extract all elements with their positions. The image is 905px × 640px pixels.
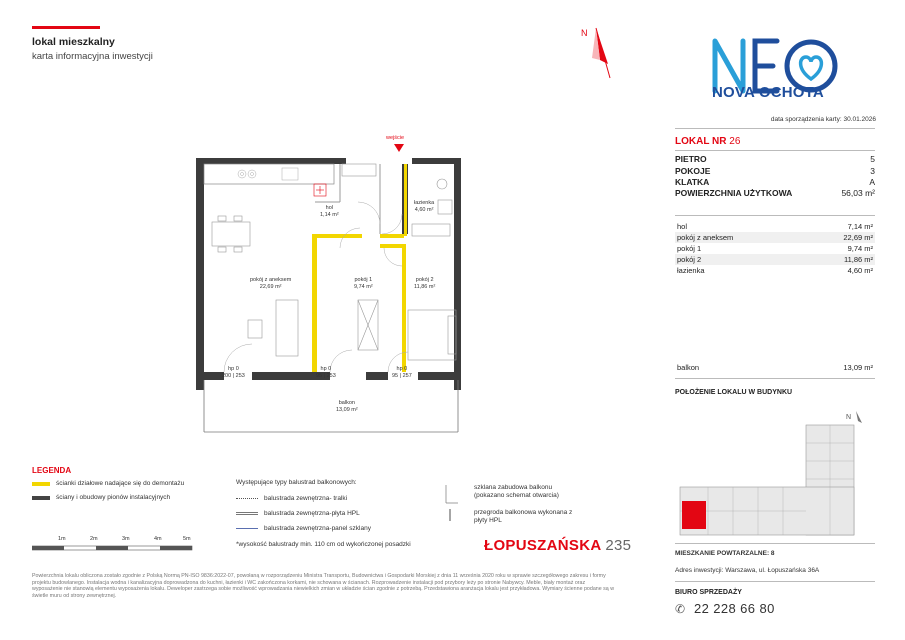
entry-label: wejście <box>386 135 405 141</box>
sales-office-title: BIURO SPRZEDAŻY <box>675 589 742 596</box>
window-height: 200 | 253 <box>222 373 245 379</box>
balustrada-label: balustrada zewnętrzna-panel szklany <box>264 525 371 532</box>
building-location-plan <box>678 405 878 540</box>
window-hp: hp 0 <box>396 366 408 372</box>
room-area: 22,69 m² <box>843 232 873 242</box>
brand-number: 235 <box>605 537 632 554</box>
spec-row <box>675 188 875 198</box>
doc-title: lokal mieszkalny <box>32 36 115 48</box>
window-mark <box>316 366 336 380</box>
room-name: łazienka <box>677 265 705 275</box>
window-mark <box>392 366 412 380</box>
brand-logo <box>484 537 631 554</box>
balkon-row <box>675 362 875 373</box>
scale-tick: 4m <box>154 536 162 542</box>
window-mark <box>222 366 245 380</box>
room-row <box>675 265 875 276</box>
compass-icon <box>578 20 618 84</box>
scale-tick: 3m <box>122 536 130 542</box>
lokal-value: 26 <box>729 136 741 147</box>
balustrada-hpl-icon <box>236 512 258 515</box>
header-accent-bar <box>32 26 100 29</box>
window-hp: hp 0 <box>320 366 332 372</box>
spec-key: KLATKA <box>675 177 710 187</box>
legend-swatch <box>32 482 50 486</box>
divider <box>675 543 875 544</box>
plan-label-pokoj-aneks <box>250 277 291 291</box>
room-name: pokój 2 <box>677 254 702 264</box>
room-area: 9,74 m² <box>847 243 873 253</box>
lokal-label: LOKAL NR <box>675 136 727 147</box>
plan-label-pokoj2 <box>414 277 435 291</box>
balustrada-item <box>236 495 347 502</box>
balcony-partition-label: przegroda balkonowa wykonana z płyty HPL <box>474 509 573 524</box>
room-area: 4,60 m² <box>847 265 873 275</box>
scale-tick: 5m <box>183 536 191 542</box>
scale-tick: 2m <box>90 536 98 542</box>
scale-tick: 1m <box>58 536 66 542</box>
divider <box>675 378 875 379</box>
divider <box>675 128 875 129</box>
pokoj-aneks-name: pokój z aneksem <box>250 277 292 283</box>
window-height: 95 | 257 <box>392 373 412 379</box>
spec-row <box>675 154 875 164</box>
mini-compass-label: N <box>846 414 852 421</box>
lazienka-area: 4,60 m² <box>414 207 434 213</box>
investment-address: Adres inwestycji: Warszawa, ul. Łopuszańska 36A <box>675 567 820 574</box>
pokoj2-area: 11,86 m² <box>414 284 436 290</box>
balustrada-label: balustrada zewnętrzna- tralki <box>264 495 348 502</box>
legend-label: ściany i obudowy pionów instalacyjnych <box>56 494 171 501</box>
hol-name: hol <box>325 205 333 211</box>
legend-item <box>32 494 170 501</box>
room-name: pokój 1 <box>677 243 702 253</box>
legend-swatch <box>32 496 50 500</box>
spec-row <box>675 177 875 187</box>
balustrady-title: Występujące typy balustrad balkonowych: <box>236 479 357 486</box>
phone-icon: ✆ <box>675 602 686 616</box>
legend-title: LEGENDA <box>32 466 72 475</box>
balustrada-label: balustrada zewnętrzna-płyta HPL <box>264 510 360 517</box>
window-height: 95 | 253 <box>316 373 336 379</box>
room-row <box>675 254 875 265</box>
spec-value: 5 <box>870 154 875 164</box>
room-row <box>675 243 875 254</box>
disclaimer: Powierzchnia lokalu obliczona zostało zgodnie z Polską Normą PN-ISO 9836:2022-07, powołaną w rozporządzeniu Ministra Transportu, Budownictwa i Gospodarki Morskiej z dnia 11 września 2020 roku w sprawie szczegółowego zakresu i formy projektu budowlanego. Instalacja wodna i kanalizacyjna doprowadzona do kuchni, łazienki i WC zakończona korkami, nie schowana w ścianach. Rozprowadzenie instalacji pod przybory leży po stronie Nabywcy. Meble, biały montaż oraz wyposażenie nie stanowią elementu wyposażenia lokalu. Deweloper zastrzega sobie możliwość wprowadzania niewielkich zmian w układzie ścian zgodnie z potrzebą. Przedstawiona aranżacja lokalu jest przykładowa. Wymiary ścienne podane są w świetle muru od strony zewnętrznej. <box>32 573 615 599</box>
divider <box>675 150 875 151</box>
pokoj-aneks-area: 22,69 m² <box>259 284 282 290</box>
scale-bar <box>32 538 197 552</box>
balustrada-item <box>236 525 371 532</box>
room-name: hol <box>677 221 688 231</box>
divider <box>675 215 875 216</box>
hol-area: 1,14 m² <box>320 212 339 218</box>
floor-plan <box>190 140 480 440</box>
building-section-title: POŁOŻENIE LOKALU W BUDYNKU <box>675 389 793 396</box>
legend-item <box>32 480 184 487</box>
room-name: pokój z aneksem <box>677 232 734 242</box>
legend-label: ścianki działowe nadające się do demontażu <box>56 480 185 487</box>
balustrada-note: *wysokość balustrady min. 110 cm od wykończonej posadzki <box>236 541 411 548</box>
balustrada-item <box>236 510 360 517</box>
balkon-plan-area: 13,09 m² <box>336 407 358 413</box>
glass-enclosure-label: szklana zabudowa balkonu (pokazano schemat otwarcia) <box>474 484 559 499</box>
plan-label-balkon <box>336 400 358 414</box>
plan-label-pokoj1 <box>354 277 373 291</box>
room-row <box>675 232 875 243</box>
pokoj1-name: pokój 1 <box>354 277 373 283</box>
spec-value: A <box>869 177 875 187</box>
balkon-name: balkon <box>677 362 700 372</box>
date-line: data sporządzenia karty: 30.01.2026 <box>770 116 876 123</box>
logo-subtitle: NOVA OCHOTA <box>712 84 824 101</box>
mieszkanie-powtarzalne: MIESZKANIE POWTARZALNE: 8 <box>675 550 775 557</box>
brand-name: ŁOPUSZAŃSKA <box>484 537 601 554</box>
balkon-area: 13,09 m² <box>843 362 873 372</box>
spec-key: POKOJE <box>675 166 711 176</box>
spec-value: 56,03 m² <box>841 188 875 198</box>
compass-label: N <box>581 28 588 38</box>
spec-row <box>675 166 875 176</box>
plan-label-lazienka <box>414 200 434 214</box>
balustrada-glass-icon <box>236 528 258 529</box>
room-area: 7,14 m² <box>847 221 873 231</box>
plan-label-hol <box>320 205 339 219</box>
glass-enclosure-icon <box>440 483 462 523</box>
divider <box>675 581 875 582</box>
spec-key: PIETRO <box>675 154 707 164</box>
entry-arrow-icon <box>394 144 404 152</box>
window-hp: hp 0 <box>228 366 239 372</box>
balkon-plan-name: balkon <box>338 400 355 406</box>
doc-subtitle: karta informacyjna inwestycji <box>32 51 153 62</box>
spec-key: POWIERZCHNIA UŻYTKOWA <box>675 188 793 198</box>
pokoj2-name: pokój 2 <box>415 277 434 283</box>
pokoj1-area: 9,74 m² <box>354 284 373 290</box>
balustrada-tralki-icon <box>236 498 258 499</box>
phone-number[interactable]: 22 228 66 80 <box>694 601 775 616</box>
lazienka-name: łazienka <box>414 200 435 206</box>
room-row <box>675 221 875 232</box>
spec-value: 3 <box>870 166 875 176</box>
selected-unit-marker <box>682 501 706 529</box>
lokal-number <box>675 136 740 147</box>
room-area: 11,86 m² <box>843 254 873 264</box>
